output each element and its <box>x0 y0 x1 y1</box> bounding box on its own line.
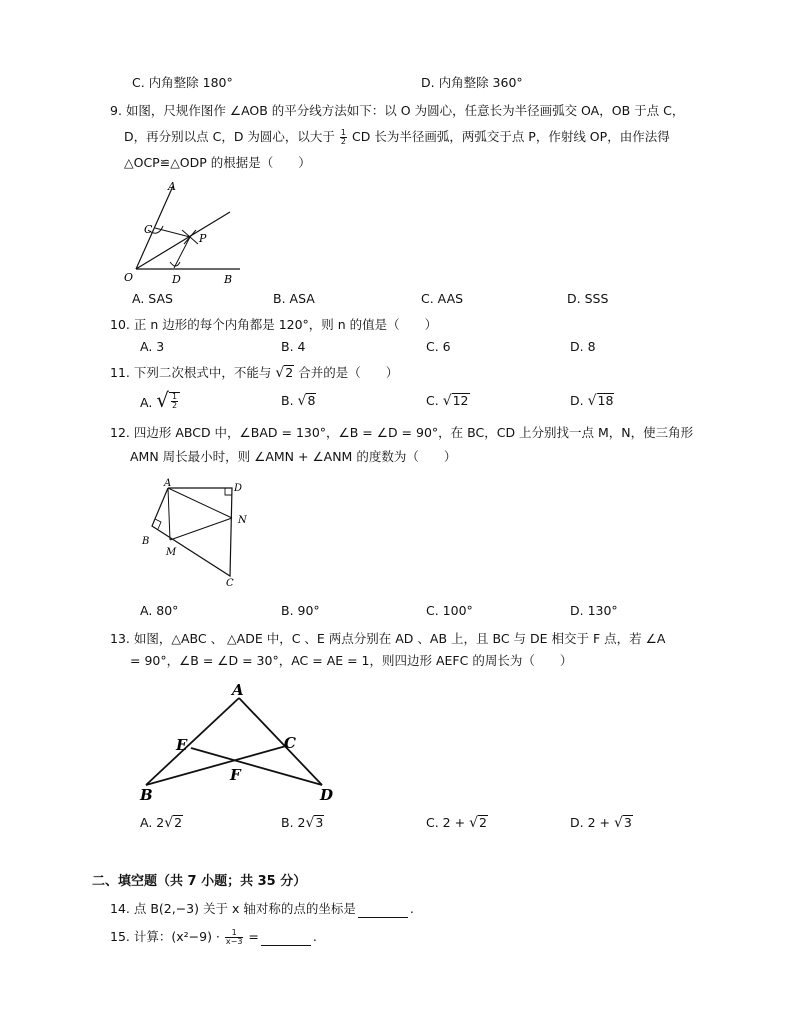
q9-arc-p2 <box>184 230 196 244</box>
q11-option-b-value: 8 <box>307 393 316 408</box>
q14-stem-a: 14. 点 B(2,−3) 关于 x 轴对称的点的坐标是 <box>110 901 356 916</box>
q9-option-b: B. ASA <box>273 291 315 306</box>
q13-option-c: C. 2 + √ 2 <box>426 815 487 831</box>
q13-option-c-label: C. 2 + <box>426 815 466 830</box>
q12-label-n: N <box>238 515 247 526</box>
q12-right-angle-b <box>155 519 161 529</box>
q13-option-d: D. 2 + √ 3 <box>570 815 632 831</box>
q13-label-c: C <box>284 734 296 752</box>
q9-stem-line2-b: CD 长为半径画弧，两弧交于点 P，作射线 OP，由作法得 <box>352 129 670 144</box>
q11-option-a-den: 2 <box>172 401 178 410</box>
q11-stem-sqrt-value: 2 <box>285 365 294 380</box>
q12-label-m: M <box>166 547 177 558</box>
q9-option-c: C. AAS <box>421 291 464 306</box>
q12-option-a: A. 80° <box>140 603 179 618</box>
q9-figure <box>118 178 248 288</box>
q13-label-b: B <box>140 786 153 804</box>
q15-fraction-den: x−3 <box>225 937 243 946</box>
q15-stem <box>110 928 317 946</box>
q8-option-c: C. 内角整除 180° <box>132 75 233 90</box>
q13-label-e: E <box>176 736 188 754</box>
q12-segment-am <box>168 488 170 540</box>
q10-option-b: B. 4 <box>281 339 306 354</box>
q12-label-a: A <box>164 478 172 489</box>
q13-option-d-value: 3 <box>623 815 632 830</box>
q15-stem-a: 15. 计算：(x²−9) · <box>110 929 220 944</box>
q9-stem-line2-a: D，再分别以点 C，D 为圆心，以大于 <box>124 129 335 144</box>
section-title-fill-in: 二、填空题（共 7 小题；共 35 分） <box>92 874 307 889</box>
q11-stem-a: 11. 下列二次根式中，不能与 <box>110 365 272 380</box>
q9-ray-oa <box>136 186 173 269</box>
q13-label-a: A <box>232 681 244 699</box>
q14-answer-blank[interactable] <box>358 905 408 918</box>
q13-label-d: D <box>320 786 334 804</box>
q9-fraction <box>340 129 347 146</box>
q13-stem-line1: 13. 如图，△ABC 、 △ADE 中，C 、E 两点分别在 AD 、AB 上，且 BC 与 DE 相交于 F 点，若 ∠A <box>110 631 666 646</box>
q11-stem-b: 合并的是（ ） <box>298 365 399 380</box>
q10-option-c: C. 6 <box>426 339 451 354</box>
q9-option-d: D. SSS <box>567 291 609 306</box>
q11-option-a <box>140 390 180 412</box>
q15-stem-c: . <box>312 929 317 944</box>
q12-option-d: D. 130° <box>570 603 618 618</box>
q12-label-d: D <box>234 483 243 494</box>
q9-label-a: A <box>168 180 176 193</box>
q10-option-a: A. 3 <box>140 339 165 354</box>
q11-option-c-label: C. <box>426 393 439 408</box>
q15-fraction-num: 1 <box>225 929 244 938</box>
q11-option-a-fraction <box>171 393 178 410</box>
q12-label-b: B <box>142 536 150 547</box>
q11-option-a-label: A. <box>140 395 153 410</box>
q11-option-d: D. √ 18 <box>570 393 614 409</box>
q11-stem-sqrt: √ 2 <box>275 365 294 381</box>
q13-figure <box>136 680 351 805</box>
q11-option-a-num: 1 <box>172 392 178 401</box>
q13-option-c-value: 2 <box>478 815 487 830</box>
q13-option-d-label: D. 2 + <box>570 815 610 830</box>
q9-option-a: A. SAS <box>132 291 173 306</box>
q11-option-b-label: B. <box>281 393 294 408</box>
q11-option-c: C. √ 12 <box>426 393 469 409</box>
q14-stem-b: . <box>409 901 414 916</box>
q9-label-o: O <box>124 271 134 284</box>
q12-stem-line1: 12. 四边形 ABCD 中，∠BAD = 130°，∠B = ∠D = 90°，在 BC，CD 上分别找一点 M，N，使三角形 <box>110 425 694 440</box>
q9-label-p: P <box>199 232 207 245</box>
q9-ray-op <box>136 212 230 269</box>
q10-stem: 10. 正 n 边形的每个内角都是 120°，则 n 的值是（ ） <box>110 317 438 332</box>
q11-option-b: B. √ 8 <box>281 393 316 409</box>
q11-option-d-label: D. <box>570 393 584 408</box>
q13-label-f: F <box>230 766 241 784</box>
q15-answer-blank[interactable] <box>261 933 311 946</box>
q12-option-b: B. 90° <box>281 603 320 618</box>
q13-option-b-label: B. 2 <box>281 815 306 830</box>
q13-option-b-value: 3 <box>315 815 324 830</box>
q12-option-c: C. 100° <box>426 603 473 618</box>
q12-figure <box>138 478 258 588</box>
q13-option-a-label: A. 2 <box>140 815 165 830</box>
q11-option-d-value: 18 <box>597 393 614 408</box>
q9-label-b: B <box>224 273 233 286</box>
q14-stem <box>110 900 414 918</box>
q12-segment-mn <box>170 518 232 540</box>
q13-stem-line2: = 90°，∠B = ∠D = 30°，AC = AE = 1，则四边形 AEFC 的周长为（ ） <box>130 653 573 668</box>
q13-option-a-value: 2 <box>174 815 183 830</box>
q9-stem-line1: 9. 如图，尺规作图作 ∠AOB 的平分线方法如下：以 O 为圆心，任意长为半径画弧交 OA，OB 于点 C， <box>110 103 685 118</box>
q12-right-angle-d <box>225 488 232 495</box>
q12-stem-line2: AMN 周长最小时，则 ∠AMN + ∠ANM 的度数为（ ） <box>130 449 457 464</box>
q9-stem-line3: △OCP≌△ODP 的根据是（ ） <box>124 155 311 170</box>
q11-option-c-value: 12 <box>452 393 469 408</box>
q15-fraction <box>225 929 244 946</box>
q11-stem <box>110 364 398 382</box>
q10-option-d: D. 8 <box>570 339 596 354</box>
q13-option-a: A. 2 √ 2 <box>140 815 183 831</box>
q13-option-b: B. 2 √ 3 <box>281 815 324 831</box>
q9-label-d: D <box>172 273 181 286</box>
q9-fraction-num: 1 <box>340 128 347 137</box>
q8-option-d: D. 内角整除 360° <box>421 75 523 90</box>
q13-segment-ad <box>239 698 322 785</box>
q9-label-c: C <box>144 223 153 236</box>
q11-option-a-sqrt: √ $\frac{1}{2}$ <box>156 390 180 410</box>
q12-label-c: C <box>226 578 234 588</box>
q15-stem-b: = <box>248 929 259 944</box>
q9-fraction-den: 2 <box>340 137 347 146</box>
q9-stem-line2 <box>124 128 670 146</box>
q12-segment-an <box>168 488 232 518</box>
